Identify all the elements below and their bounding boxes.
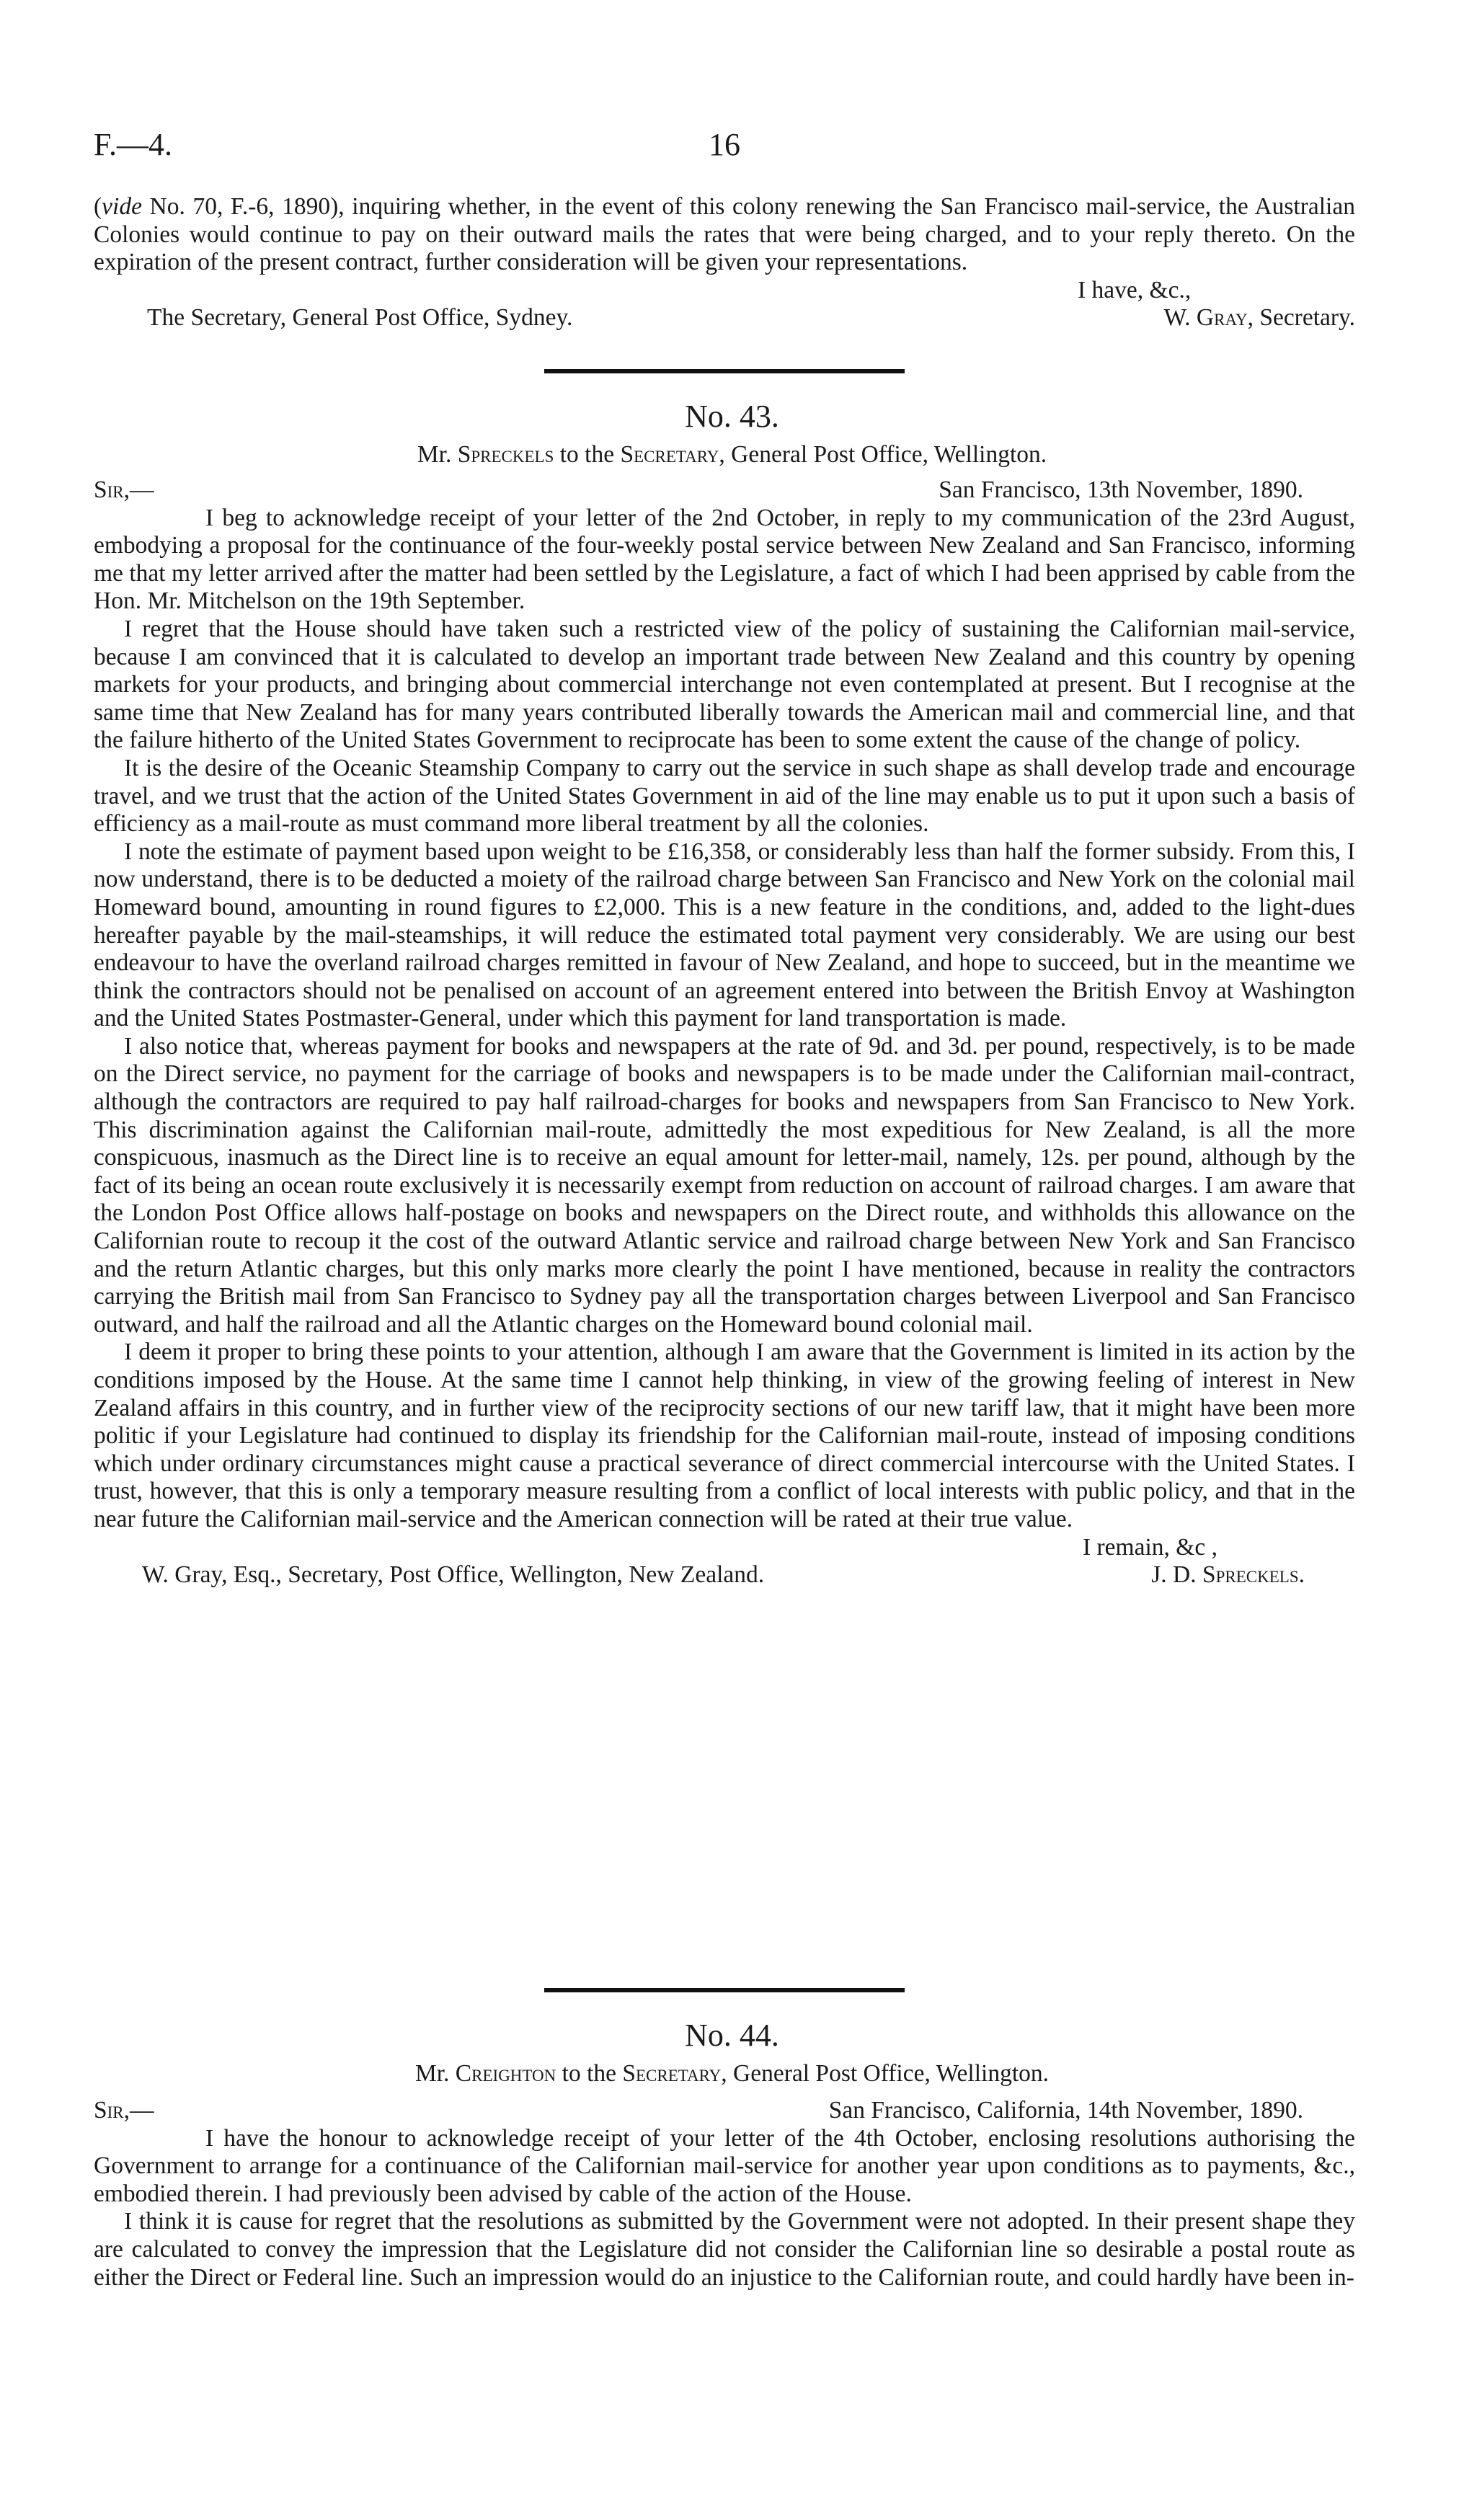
salutation: Sir,— <box>94 476 154 503</box>
page-header <box>94 126 1355 169</box>
dateline: San Francisco, California, 14th November, 1890. <box>828 2097 1303 2124</box>
intro-signature: W. Gray, Secretary. <box>1163 304 1355 332</box>
intro-closing-row <box>94 277 1355 305</box>
paragraph: I note the estimate of payment based upon weight to be £16,358, or considerably less than half the former subsidy. From this, I now understand, there is to be deducted a moiety of the railroad charge between San Francisco and New York on the colonial mail Homeward bound, amounting in round figures to £2,000. This is a new feature in the conditions, and, added to the light-dues hereafter payable by the mail-steamships, it will reduce the estimated total payment very considerably. We are using our best endeavour to have the overland railroad charges remitted in favour of New Zealand, and hope to succeed, but in the meantime we think the contractors should not be penalised on account of an agreement entered into between the British Envoy at Washington and the United States Postmaster-General, under which this payment for land transportation is made. <box>94 838 1355 1032</box>
section-divider <box>544 1988 905 1992</box>
addressee: W. Gray, Esq., Secretary, Post Office, Wellington, New Zealand. <box>142 1561 765 1589</box>
letter-44-body <box>94 2097 1355 2291</box>
section-divider <box>544 369 905 373</box>
letter-heading: Mr. Spreckels to the Secretary, General Post Office, Wellington. <box>417 441 1047 468</box>
series-label: F.—4. <box>94 127 172 162</box>
signature: J. D. Spreckels. <box>1151 1561 1305 1589</box>
vide-ref: vide <box>102 193 142 220</box>
letter-number: No. 44. <box>685 2018 779 2053</box>
paragraph: I also notice that, whereas payment for books and newspapers at the rate of 9d. and 3d. per pound, respectively, is to be made on the Direct service, no payment for the carriage of books and newspapers is to be made under the Californian mail-contract, although the contractors are required to pay half railroad-charges for books and newspapers from San Francisco to New York. This discrimination against the Californian mail-route, admittedly the most expeditious for New Zealand, is all the more conspicuous, inasmuch as the Direct line is to receive an equal amount for letter-mail, namely, 12s. per pound, although by the fact of its being an ocean route exclusively it is necessarily exempt from reduction on account of railroad charges. I am aware that the London Post Office allows half-postage on books and newspapers on the Direct route, and withholds this allowance on the Californian route to recoup it the cost of the outward Atlantic service and railroad charge between New York and San Francisco and the return Atlantic charges, but this only marks more clearly the point I have mentioned, because in reality the contractors carrying the British mail from San Francisco to Sydney pay all the transportation charges between Liverpool and San Francisco outward, and half the railroad and all the Atlantic charges on the Homeward bound colonial mail. <box>94 1032 1355 1338</box>
salutation-row <box>94 476 1355 505</box>
intro-text: No. 70, F.-6, 1890), inquiring whether, in the event of this colony renewing the San Francisco mail-service, the Australian Colonies would continue to pay on their outward mails the rates that were being charged, and to your reply thereto. On the expiration of the present contract, further consideration will be given your representations. <box>94 193 1355 276</box>
intro-addressee: The Secretary, General Post Office, Sydney. <box>147 304 573 332</box>
letter-number: No. 43. <box>685 399 779 434</box>
paragraph: I regret that the House should have taken such a restricted view of the policy of sustaining the Californian mail-service, because I am convinced that it is calculated to develop an important trade between New Zealand and this country by opening markets for your products, and bringing about commercial interchange not even contemplated at present. But I recognise at the same time that New Zealand has for many years contributed liberally towards the American mail and commercial line, and that the failure hitherto of the United States Government to reciprocate has been to some extent the cause of the change of policy. <box>94 615 1355 754</box>
closing: I remain, &c , <box>1083 1533 1217 1561</box>
intro-paragraph: (vide No. 70, F.-6, 1890), inquiring whether, in the event of this colony renewing the San Francisco mail-service, the Australian Colonies would continue to pay on their outward mails the rates that were being charged, and to your reply thereto. On the expiration of the present contract, further consideration will be given your representations. <box>94 193 1355 276</box>
paragraph: It is the desire of the Oceanic Steamship Company to carry out the service in such shape as shall develop trade and encourage travel, and we trust that the action of the United States Government in aid of the line may enable us to put it upon such a basis of efficiency as a mail-route as must command more liberal treatment by all the colonies. <box>94 754 1355 838</box>
paragraph: I deem it proper to bring these points to your attention, although I am aware that the Government is limited in its action by the conditions imposed by the House. At the same time I cannot help thinking, in view of the growing feeling of interest in New Zealand affairs in this country, and in further view of the reciprocity sections of our new tariff law, that it might have been more politic if your Legislature had continued to display its friendship for the Californian mail-route, instead of imposing conditions which under ordinary circumstances might cause a practical severance of direct commercial intercourse with the United States. I trust, however, that this is only a temporary measure resulting from a conflict of local interests with public policy, and that in the near future the Californian mail-service and the American connection will be rated at their true value. <box>94 1339 1355 1532</box>
salutation: Sir,— <box>94 2097 154 2124</box>
page-number: 16 <box>709 127 740 162</box>
letter-43-body <box>94 476 1355 1589</box>
intro-address-row <box>94 304 1355 332</box>
salutation-row <box>94 2097 1355 2125</box>
intro-block <box>94 193 1355 332</box>
letter-heading: Mr. Creighton to the Secretary, General Post Office, Wellington. <box>414 2060 1050 2087</box>
signature-row <box>94 1561 1355 1589</box>
paragraph: I have the honour to acknowledge receipt of your letter of the 4th October, enclosing resolutions authorising the Government to arrange for a continuance of the Californian mail-service for another year upon conditions as to payments, &c., embodied therein. I had previously been advised by cable of the action of the House. <box>94 2124 1355 2207</box>
paragraph: I think it is cause for regret that the resolutions as submitted by the Government were not adopted. In their present shape they are calculated to convey the impression that the Legislature did not consider the Californian line so desirable a postal route as either the Direct or Federal line. Such an impression would do an injustice to the Californian route, and could hardly have been in- <box>94 2208 1355 2291</box>
intro-closing: I have, &c., <box>1078 276 1192 303</box>
paragraph: I beg to acknowledge receipt of your letter of the 2nd October, in reply to my communication of the 23rd August, embodying a proposal for the continuance of the four-weekly postal service between New Zealand and San Francisco, informing me that my letter arrived after the matter had been settled by the Legislature, a fact of which I had been apprised by cable from the Hon. Mr. Mitchelson on the 19th September. <box>94 504 1355 615</box>
dateline: San Francisco, 13th November, 1890. <box>939 476 1303 503</box>
closing-row <box>94 1534 1355 1562</box>
